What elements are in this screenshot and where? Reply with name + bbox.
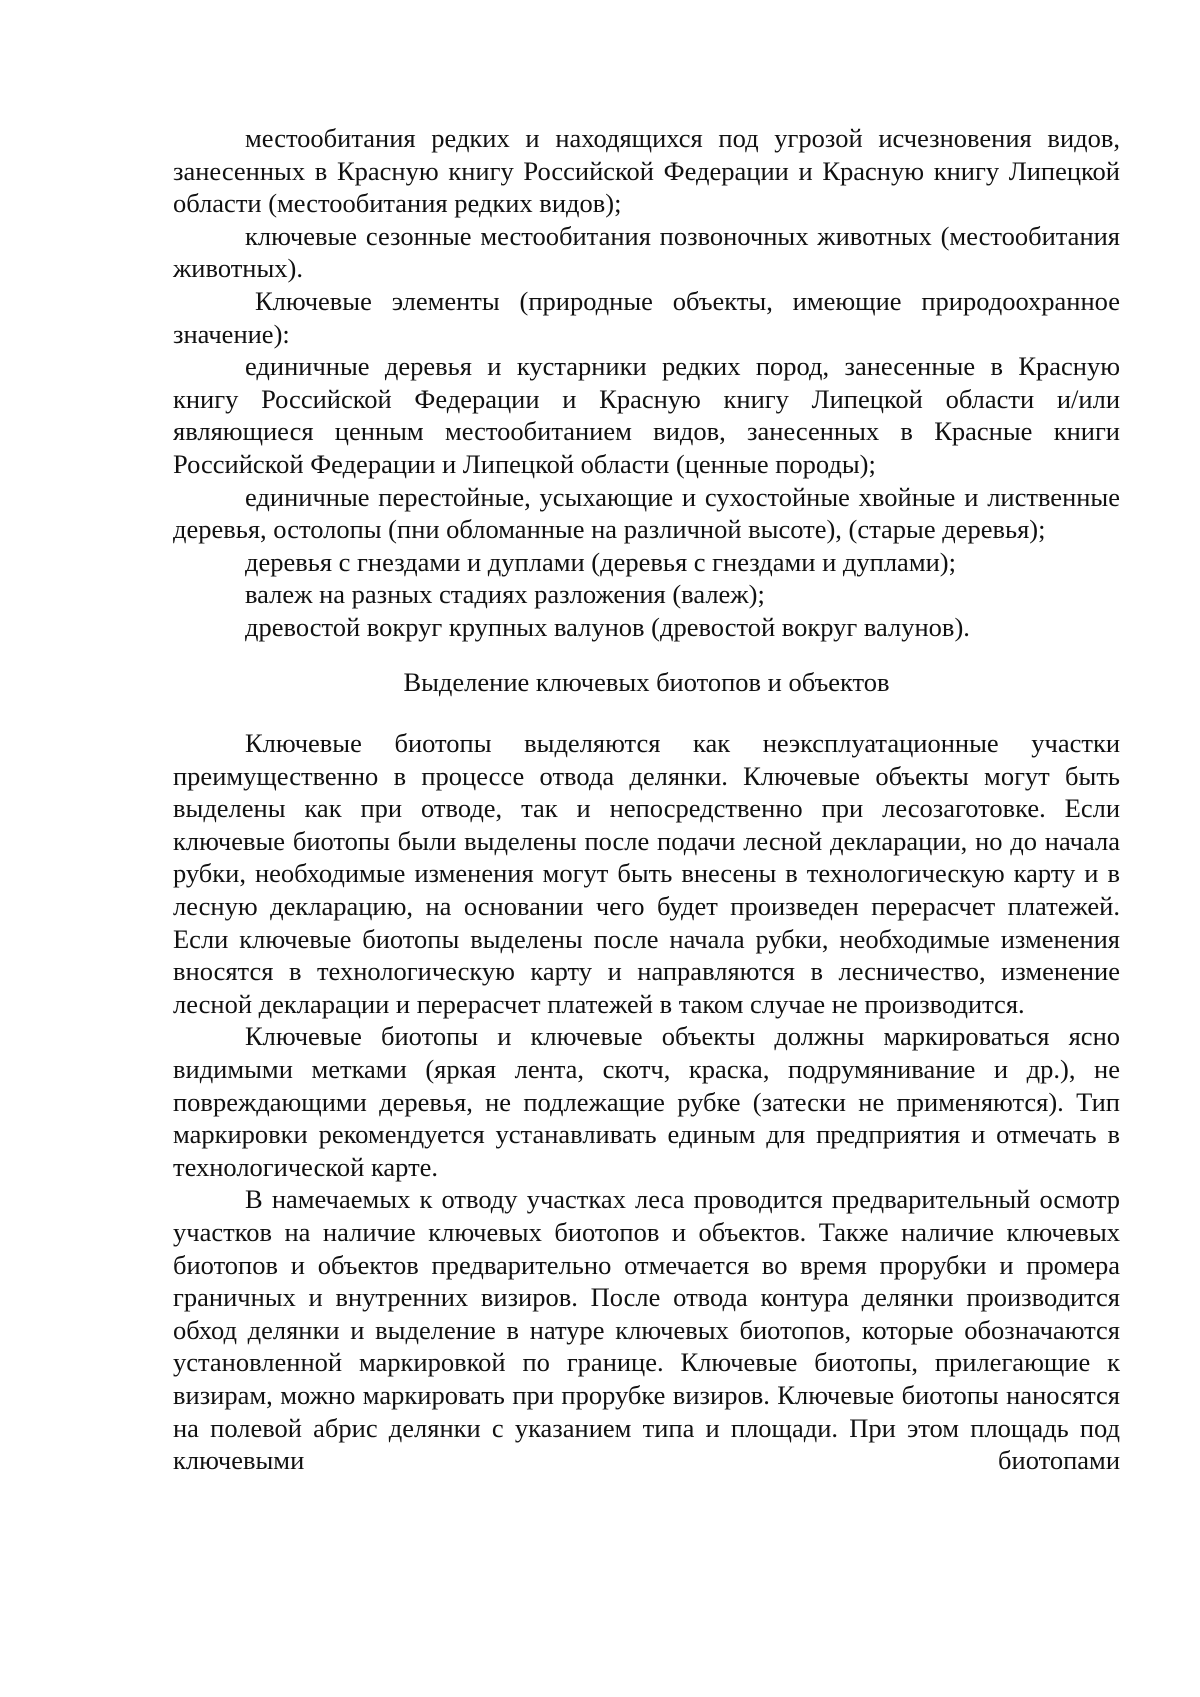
section-heading: Выделение ключевых биотопов и объектов <box>403 666 890 697</box>
paragraph-animal-habitats: ключевые сезонные местообитания позвоночных животных (местообитания животных). <box>173 220 1120 284</box>
paragraph-biotope-allocation: Ключевые биотопы выделяются как неэксплуатационные участки преимущественно в процессе отвода делянки. Ключевые объекты могут быть выделены как при отводе, так и непосредственно при лесозаготовке. Если ключевые биотопы были выделены после подачи лесной декларации, но до начала рубки, необходимые изменения могут быть внесены в технологическую карту и в лесную декларацию, на основании чего будет произведен перерасчет платежей. Если ключевые биотопы выделены после начала рубки, необходимые изменения вносятся в технологическую карту и направляются в лесничество, изменение лесной декларации и перерасчет платежей в таком случае не производится. <box>173 728 1120 1019</box>
paragraph-nest-trees: деревья с гнездами и дуплами (деревья с гнездами и дуплами); <box>245 546 956 577</box>
paragraph-biotope-survey: В намечаемых к отводу участках леса проводится предварительный осмотр участков на наличие ключевых биотопов и объектов. Также наличие ключевых биотопов и объектов предварительно отмечается во время прорубки и промера граничных и внутренних визиров. После отвода контура делянки производится обход делянки и выделение в натуре ключевых биотопов, которые обозначаются установленной маркировкой по границе. Ключевые биотопы, прилегающие к визирам, можно маркировать при прорубке визиров. Ключевые биотопы наносятся на полевой абрис делянки с указанием типа и площади. При этом площадь под ключевыми биотопами <box>173 1184 1120 1476</box>
paragraph-key-elements: Ключевые элементы (природные объекты, имеющие природоохранное значение): <box>173 285 1120 349</box>
paragraph-valuable-trees: единичные деревья и кустарники редких пород, занесенные в Красную книгу Российской Федерации и Красную книгу Липецкой области и/или являющиеся ценным местообитанием видов, занесенных в Красные книги Российской Федерации и Липецкой области (ценные породы); <box>173 351 1120 479</box>
paragraph-deadwood: валеж на разных стадиях разложения (валеж); <box>245 579 765 610</box>
paragraph-boulder-stands: древостой вокруг крупных валунов (древостой вокруг валунов). <box>245 611 970 642</box>
document-page <box>173 122 1120 1477</box>
paragraph-rare-species-habitats: местообитания редких и находящихся под угрозой исчезновения видов, занесенных в Красную книгу Российской Федерации и Красную книгу Липецкой области (местообитания редких видов); <box>173 123 1120 219</box>
paragraph-old-trees: единичные перестойные, усыхающие и сухостойные хвойные и лиственные деревья, остолопы (пни обломанные на различной высоте), (старые деревья); <box>173 481 1120 545</box>
paragraph-biotope-marking: Ключевые биотопы и ключевые объекты должны маркироваться ясно видимыми метками (яркая лента, скотч, краска, подрумянивание и др.), не повреждающими деревья, не подлежащие рубке (затески не применяются). Тип маркировки рекомендуется устанавливать единым для предприятия и отмечать в технологической карте. <box>173 1021 1120 1182</box>
